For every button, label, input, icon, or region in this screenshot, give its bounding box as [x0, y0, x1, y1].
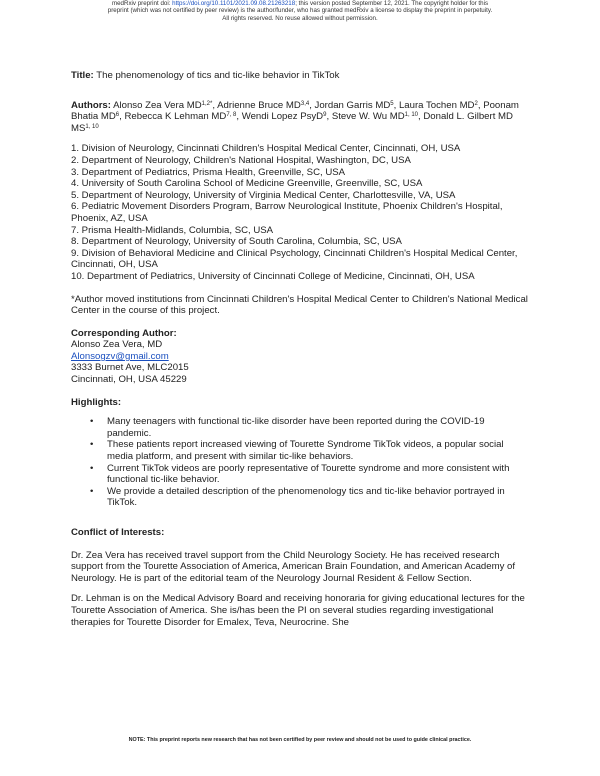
conflict-paragraph-2: Dr. Lehman is on the Medical Advisory Board and receiving honoraria for giving educational lectures for the Tourette Association of America. She is/has been the PI on several studies regarding investigational therapies for Tourette Disorder for Emalex, Teva, Neurocrine. She	[71, 593, 525, 628]
highlights-list	[71, 416, 531, 509]
affiliation-item: 2. Department of Neurology, Children's National Hospital, Washington, DC, USA	[71, 154, 411, 166]
affiliation-item: 3. Department of Pediatrics, Prisma Health, Greenville, SC, USA	[71, 166, 346, 178]
author-name: Adrienne Bruce MD	[217, 99, 301, 111]
author-name: Rebecca K Lehman MD	[124, 111, 227, 123]
authors-label: Authors:	[71, 99, 111, 111]
corresponding-heading: Corresponding Author:	[71, 327, 177, 339]
author-name: Wendi Lopez PsyD	[241, 111, 324, 123]
highlight-item: • Many teenagers with functional tic-like disorder have been reported during the COVID-19 pandemic.	[107, 416, 531, 439]
address-line-2: Cincinnati, OH, USA 45229	[71, 374, 187, 386]
affiliation-item: 5. Department of Neurology, University of Virginia Medical Center, Charlottesville, VA, USA	[71, 189, 456, 201]
author-affiliation-sup: 9	[323, 112, 327, 119]
author-affiliation-sup: 1, 10	[85, 123, 99, 130]
highlights-heading: Highlights:	[71, 396, 122, 408]
affiliation-item: 6. Pediatric Movement Disorders Program, Barrow Neurological Institute, Phoenix Children's Hospital, Phoenix, AZ, USA	[71, 201, 503, 224]
author-affiliation-sup: 7, 8	[226, 112, 237, 119]
author-separator: ,	[418, 111, 424, 123]
title-text: The phenomenology of tics and tic-like behavior in TikTok	[93, 70, 340, 81]
affiliations-list	[71, 143, 531, 282]
page-content	[71, 70, 531, 628]
author-name: Steve W. Wu MD	[331, 111, 405, 123]
author-affiliation-sup: 1,2*	[201, 100, 213, 107]
corresponding-name: Alonso Zea Vera, MD	[71, 339, 163, 351]
preprint-footer-note: NOTE: This preprint reports new research that has not been certified by peer review and should not be used to guide clinical practice.	[128, 737, 472, 743]
highlight-item: • These patients report increased viewing of Tourette Syndrome TikTok videos, a popular social media platform, and present with similar tic-like behaviors.	[107, 439, 531, 462]
author-name: Alonso Zea Vera MD	[113, 99, 202, 111]
author-affiliation-sup: 5	[390, 100, 394, 107]
author-name: Poonam Bhatia MD	[71, 99, 519, 123]
author-name: Donald L. Gilbert MD MS	[71, 111, 513, 134]
author-affiliation-sup: 6	[115, 112, 120, 119]
author-name: Jordan Garris MD	[314, 99, 391, 111]
author-separator: ,	[393, 99, 399, 111]
author-separator: ,	[326, 111, 332, 123]
header-line-2: preprint (which was not certified by peer review) is the author/funder, who has granted medRxiv a license to display the preprint in perpetuity.	[107, 7, 493, 15]
author-affiliation-sup: 3,4	[300, 100, 310, 107]
author-separator: ,	[212, 99, 218, 111]
doi-link[interactable]: https://doi.org/10.1101/2021.09.08.21263218	[172, 0, 296, 7]
email-link[interactable]: Alonsogzv@gmail.com	[71, 350, 169, 362]
author-separator: ,	[309, 99, 315, 111]
header-line-1: medRxiv preprint doi: https://doi.org/10.1101/2021.09.08.21263218; this version posted September 12, 2021. The copyright holder for this	[111, 0, 489, 7]
paper-title	[71, 70, 531, 82]
title-label: Title:	[71, 70, 94, 81]
authors-block	[71, 100, 531, 135]
address-line-1: 3333 Burnet Ave, MLC2015	[71, 362, 189, 374]
author-affiliation-sup: 1, 10	[404, 112, 419, 119]
affiliation-item: 9. Division of Behavioral Medicine and Clinical Psychology, Cincinnati Children's Hospital Medical Center, Cincinnati, OH, USA	[71, 247, 518, 271]
affiliation-item: 8. Department of Neurology, University of South Carolina, Columbia, SC, USA	[71, 236, 402, 248]
affiliation-item: 7. Prisma Health-Midlands, Columbia, SC, USA	[71, 224, 274, 236]
highlight-item: • We provide a detailed description of the phenomenology tics and tic-like behavior portrayed in TikTok.	[107, 486, 531, 509]
author-affiliation-sup: 2	[474, 100, 478, 107]
affiliation-item: 4. University of South Carolina School of Medicine Greenville, Greenville, SC, USA	[71, 178, 423, 190]
affiliation-item: 1. Division of Neurology, Cincinnati Children's Hospital Medical Center, Cincinnati, OH, USA	[71, 143, 461, 155]
author-separator: ,	[236, 111, 242, 123]
author-name: Laura Tochen MD	[398, 99, 475, 111]
authors-list	[71, 100, 519, 134]
affiliation-item: 10. Department of Pediatrics, University of Cincinnati College of Medicine, Cincinnati, OH, USA	[71, 270, 475, 282]
header-line-3: All rights reserved. No reuse allowed without permission.	[222, 14, 378, 22]
corresponding-author	[71, 328, 531, 386]
author-separator: ,	[477, 99, 484, 111]
highlight-item: • Current TikTok videos are poorly representative of Tourette syndrome and more consistent with functional tic-like behavior.	[107, 463, 531, 486]
conflict-heading: Conflict of Interests:	[71, 527, 165, 538]
preprint-header	[40, 0, 560, 22]
author-note: *Author moved institutions from Cincinnati Children's Hospital Medical Center to Children's National Medical Center in the course of this project.	[71, 293, 528, 317]
conflict-paragraph-1: Dr. Zea Vera has received travel support from the Child Neurology Society. He has received research support from the Tourette Association of America, American Brain Foundation, and American Academy of Neurology. He is part of the editorial team of the Neurology Journal Resident & Fellow Section.	[71, 549, 516, 584]
author-separator: ,	[119, 111, 125, 123]
